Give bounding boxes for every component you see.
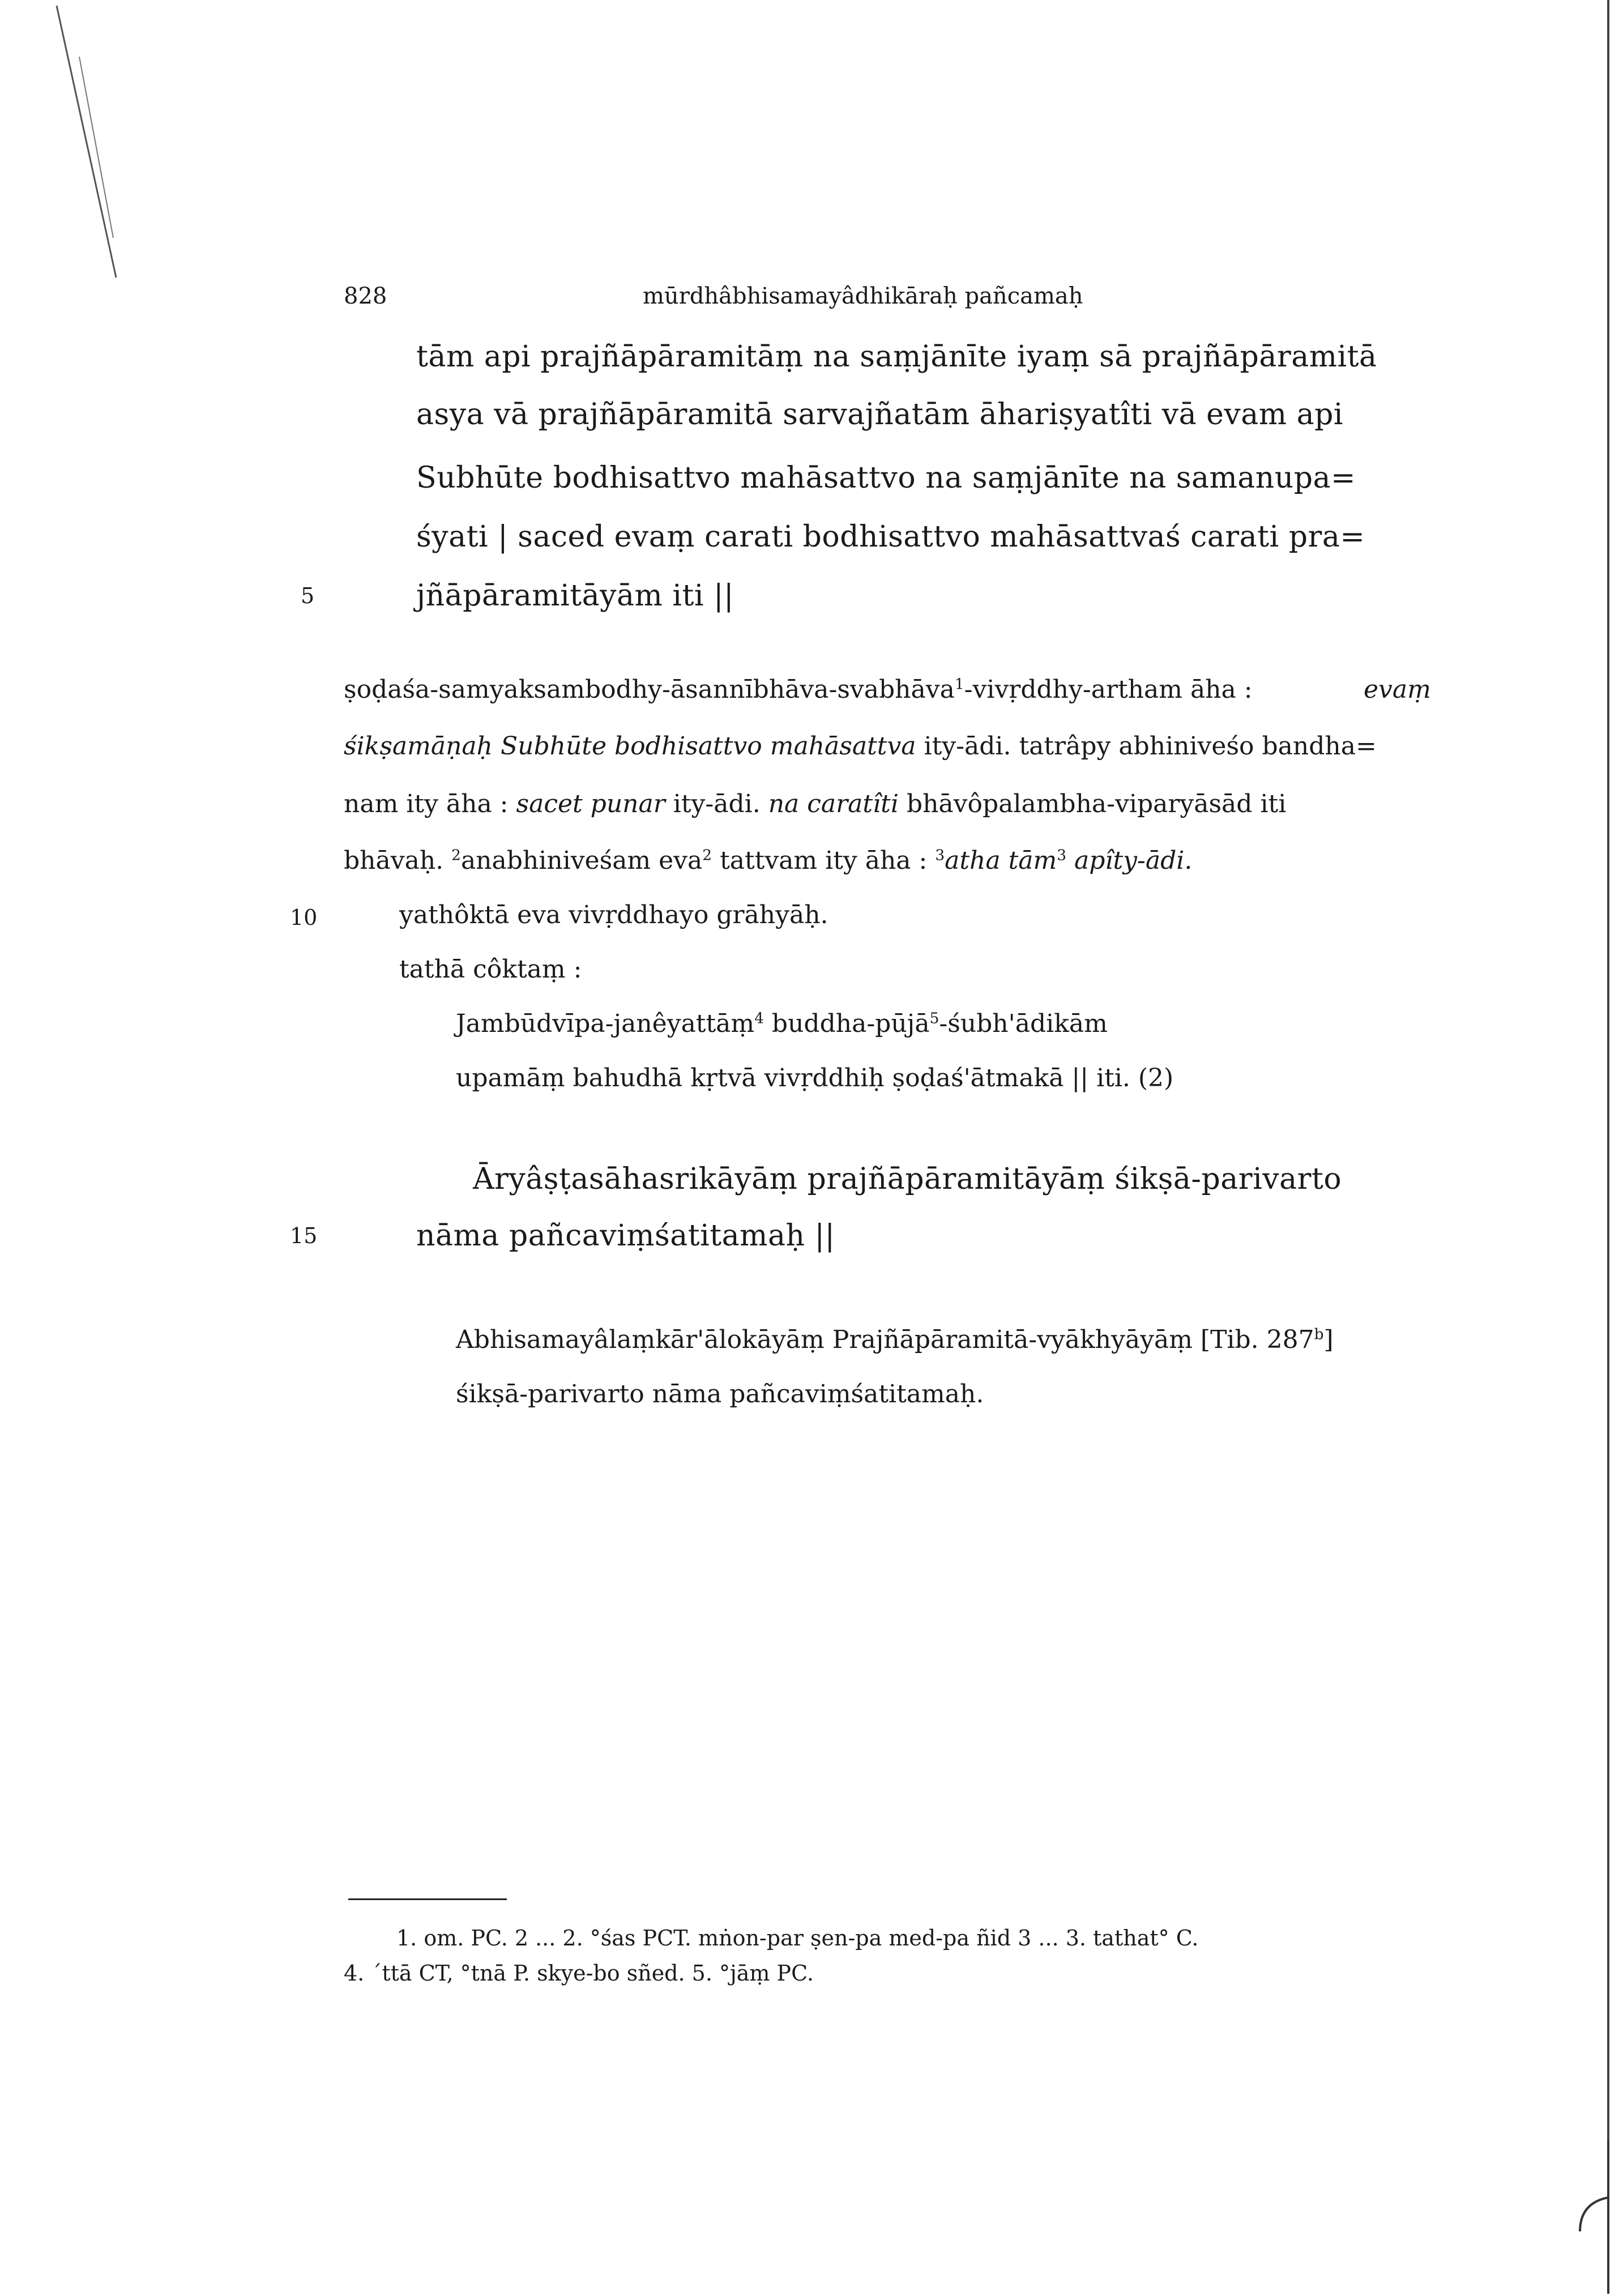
line-number-10: 10 (290, 905, 318, 930)
main-text-line-2: asya vā prajñāpāramitā sarvajñatām āhariṣyatîti vā evam api (416, 398, 1344, 432)
footnote-line-2: 4. ´ttā CT, °tnā P. skye-bo sñed. 5. °jāṃ PC. (344, 1961, 814, 1986)
colophon-line-2: nāma pañcaviṃśatitamaḥ || (416, 1219, 835, 1253)
page-number: 828 (344, 283, 387, 309)
footnote-line-1: 1. om. PC. 2 ... 2. °śas PCT. mṅon-par ṣen-pa med-pa ñid 3 ... 3. tathat° C. (396, 1926, 1199, 1951)
main-text-line-4: śyati | saced evaṃ carati bodhisattvo mahāsattvaś carati pra= (416, 520, 1365, 554)
sub-colophon-line-2: śikṣā-parivarto nāma pañcaviṃśatitamaḥ. (456, 1380, 984, 1409)
scan-edge-line-left (0, 0, 136, 295)
main-text-line-5: jñāpāramitāyām iti || (416, 579, 734, 613)
line-number-5: 5 (301, 583, 315, 608)
footnote-rule (348, 1898, 507, 1900)
sub-colophon-line-1: Abhisamayâlaṃkār'ālokāyāṃ Prajñāpāramitā-vyākhyāyāṃ [Tib. 287$^b$] (456, 1325, 1334, 1354)
commentary-line-6: tathā côktaṃ : (399, 955, 582, 984)
verse-line-2: upamāṃ bahudhā kṛtvā vivṛddhiḥ ṣoḍaś'ātmakā || iti. (2) (456, 1064, 1174, 1092)
commentary-line-1-end: evaṃ (1364, 675, 1432, 704)
footnote-ref: 1 (954, 675, 964, 693)
main-text-line-3: Subhūte bodhisattvo mahāsattvo na saṃjānīte na samanupa= (416, 461, 1356, 495)
scan-edge-mark-bottom-right (1569, 2129, 1623, 2296)
verse-line-1: Jambūdvīpa-janêyattāṃ$^4$ buddha-pūjā$^5$-śubh'ādikām (456, 1009, 1108, 1038)
commentary-line-1: ṣoḍaśa-samyaksambodhy-āsannībhāva-svabhāva$^1$-vivṛddhy-artham āha : (344, 675, 1253, 704)
main-text-line-1: tām api prajñāpāramitāṃ na saṃjānīte iyaṃ sā prajñāpāramitā (416, 340, 1377, 374)
scan-edge-line-right (1607, 0, 1609, 2163)
colophon-line-1: Āryâṣṭasāhasrikāyāṃ prajñāpāramitāyāṃ śikṣā-parivarto (473, 1162, 1342, 1196)
running-title: mūrdhâbhisamayâdhikāraḥ pañcamaḥ (643, 283, 1083, 309)
line-number-15: 15 (290, 1223, 318, 1248)
commentary-line-5: yathôktā eva vivṛddhayo grāhyāḥ. (399, 901, 828, 929)
commentary-line-2: śikṣamāṇaḥ Subhūte bodhisattvo mahāsattva ity-ādi. tatrâpy abhiniveśo bandha= (344, 732, 1377, 761)
commentary-line-4: bhāvaḥ. $^2$anabhiniveśam eva$^2$ tattvam ity āha : $^3$atha tām$^3$ apîty-ādi. (344, 846, 1193, 875)
commentary-line-3: nam ity āha : sacet punar ity-ādi. na caratîti bhāvôpalambha-viparyāsād iti (344, 789, 1287, 818)
